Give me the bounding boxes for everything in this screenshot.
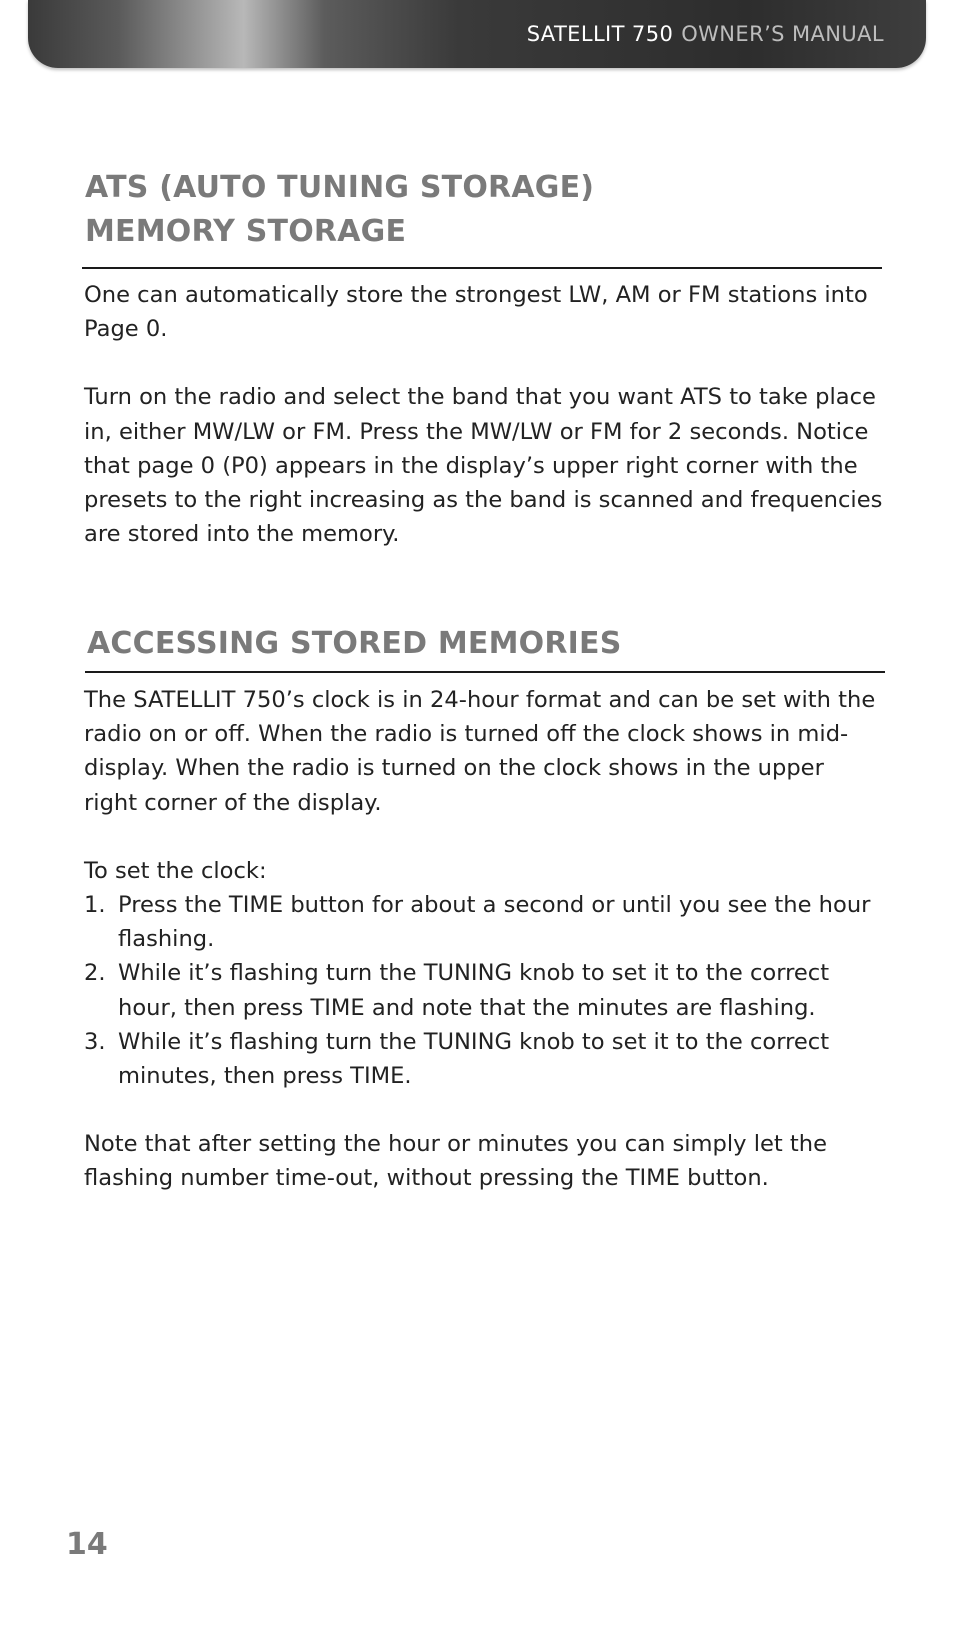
section-body-ats (84, 278, 884, 551)
note-paragraph: Note that after setting the hour or minutes you can simply let the flashing number time-out, without pressing the TIME button. (84, 1131, 827, 1192)
section-heading-ats-line1: ATS (AUTO TUNING STORAGE) (85, 170, 595, 205)
header-manual-label: OWNER’S MANUAL (681, 22, 884, 46)
section-heading-ats (85, 166, 594, 254)
section-heading-accessing: ACCESSING STORED MEMORIES (87, 626, 622, 661)
steps-list (84, 888, 884, 1093)
list-item (84, 888, 884, 956)
list-item (84, 1025, 884, 1093)
list-item (84, 956, 884, 1024)
header-bar (28, 0, 926, 68)
header-title (527, 22, 884, 46)
section-rule-accessing (85, 671, 885, 673)
paragraph: One can automatically store the strongest LW, AM or FM stations into Page 0. (84, 282, 868, 343)
step-number: 2. (84, 960, 106, 987)
page-number: 14 (66, 1527, 108, 1562)
section-body-accessing (84, 683, 884, 1196)
section-heading-ats-line2: MEMORY STORAGE (85, 214, 407, 249)
paragraph: The SATELLIT 750’s clock is in 24-hour format and can be set with the radio on or off. When the radio is turned off the clock shows in mid-display. When the radio is turned on the clock shows in the upper right corner of the display. (84, 687, 876, 816)
step-text: While it’s flashing turn the TUNING knob to set it to the correct hour, then press TIME and note that the minutes are flashing. (118, 960, 830, 1021)
paragraph: Turn on the radio and select the band that you want ATS to take place in, either MW/LW or FM. Press the MW/LW or FM for 2 seconds. Notice that page 0 (P0) appears in the display’s upper right corner with the presets to the right increasing as the band is scanned and frequencies are stored into the memory. (84, 384, 883, 548)
step-text: Press the TIME button for about a second or until you see the hour flashing. (118, 892, 871, 953)
header-model: SATELLIT 750 (526, 22, 674, 46)
section-rule-ats (82, 267, 882, 269)
step-text: While it’s flashing turn the TUNING knob to set it to the correct minutes, then press TIME. (118, 1028, 830, 1090)
step-number: 3. (84, 1028, 106, 1055)
step-number: 1. (84, 892, 106, 919)
steps-label: To set the clock: (84, 857, 267, 884)
